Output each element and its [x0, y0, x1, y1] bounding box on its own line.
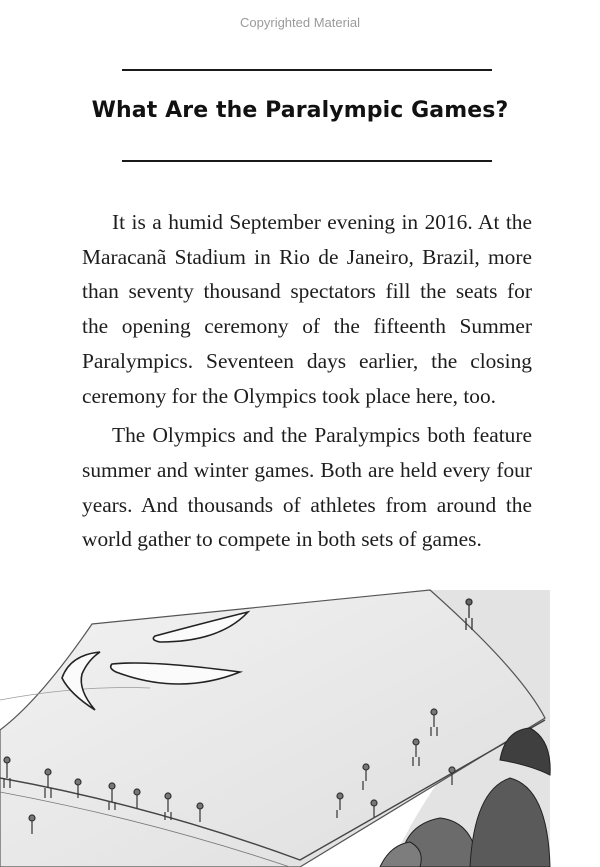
title-rule-bottom — [122, 160, 492, 162]
chapter-title: What Are the Paralympic Games? — [91, 98, 509, 123]
paragraph-1: It is a humid September evening in 2016. At the Maracanã Stadium in Rio de Janeiro, Brazil, more than seventy thousand spectators fill the seats for the opening ceremony of the fifteenth Summer Paralympics. Seventeen days earlier, the closing ceremony for the Olympics took place here, too. — [82, 210, 532, 408]
stadium-illustration — [0, 560, 600, 867]
title-rule-top — [122, 69, 492, 71]
paragraph-2: The Olympics and the Paralympics both feature summer and winter games. Both are held every four years. And thousands of athletes from around the world gather to compete in both sets of games. — [82, 423, 532, 552]
body-text — [82, 205, 532, 557]
copyright-watermark: Copyrighted Material — [240, 15, 360, 30]
